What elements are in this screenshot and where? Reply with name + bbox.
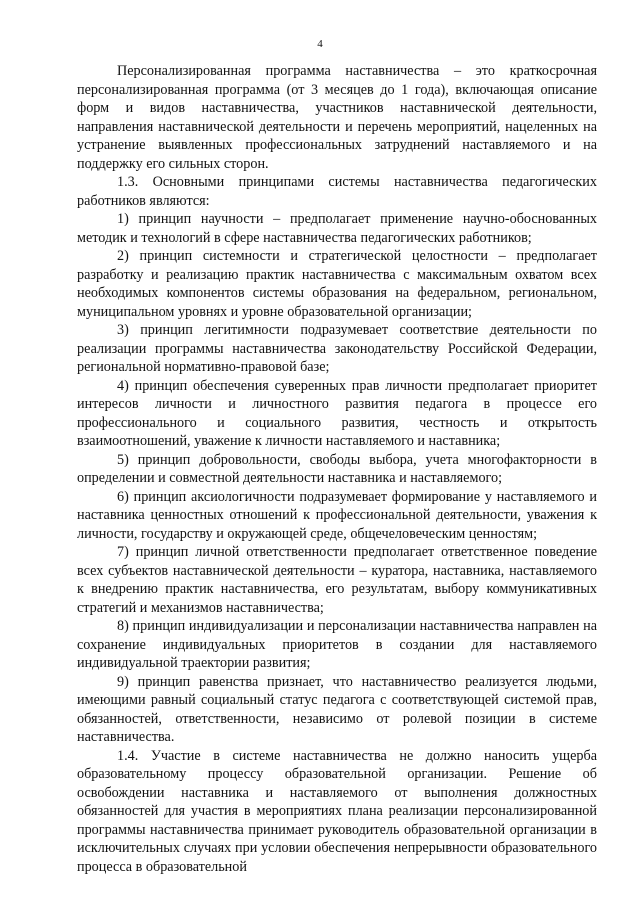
paragraph-principle-7: 7) принцип личной ответственности предполагает ответственное поведение всех субъектов наставнической деятельности – куратора, наставника, наставляемого к внедрению практик наставничества, его результатам, выбору коммуникативных стратегий и механизмов наставничества; (77, 544, 597, 616)
paragraph-principle-2: 2) принцип системности и стратегической целостности – предполагает разработку и реализацию практик наставничества с максимальным охватом всех необходимых компонентов системы образования на федеральном, региональном, муниципальном уровнях и уровне образовательной организации; (77, 248, 597, 320)
document-body (77, 62, 597, 876)
paragraph-principle-5: 5) принцип добровольности, свободы выбора, учета многофакторности в определении и совместной деятельности наставника и наставляемого; (77, 451, 597, 486)
paragraph-principle-3: 3) принцип легитимности подразумевает соответствие деятельности по реализации программы наставничества законодательству Российской Федерации, региональной нормативно-правовой базе; (77, 322, 597, 375)
paragraph-principle-9: 9) принцип равенства признает, что наставничество реализуется людьми, имеющими равный социальный статус педагога с соответствующей системой прав, обязанностей, ответственности, независимо от ролевой позиции в системе наставничества. (77, 673, 597, 745)
paragraph-section-1-4: 1.4. Участие в системе наставничества не должно наносить ущерба образовательному процессу образовательной организации. Решение об освобождении наставника и наставляемого от выполнения должностных обязанностей для участия в мероприятиях плана реализации персонализированной программы наставничества принимает руководитель образовательной организации в исключительных случаях при условии обеспечения непрерывности образовательного процесса в образовательной (77, 747, 597, 875)
paragraph-section-1-3: 1.3. Основными принципами системы наставничества педагогических работников являются: (77, 174, 597, 209)
paragraph-principle-8: 8) принцип индивидуализации и персонализации наставничества направлен на сохранение индивидуальных приоритетов в создании для наставляемого индивидуальной траектории развития; (77, 618, 597, 671)
paragraph-definition: Персонализированная программа наставничества – это краткосрочная персонализированная программа (от 3 месяцев до 1 года), включающая описание форм и видов наставничества, участников наставнической деятельности, направления наставнической деятельности и перечень мероприятий, нацеленных на устранение выявленных профессиональных затруднений наставляемого и на поддержку его сильных сторон. (77, 63, 597, 172)
paragraph-principle-4: 4) принцип обеспечения суверенных прав личности предполагает приоритет интересов личности и личностного развития педагога в процессе его профессионального и социального развития, честность и открытость взаимоотношений, уважение к личности наставляемого и наставника; (77, 377, 597, 449)
paragraph-principle-6: 6) принцип аксиологичности подразумевает формирование у наставляемого и наставника ценностных отношений к профессиональной деятельности, уважения к личности, государству и окружающей среде, общечеловеческим ценностям; (77, 488, 597, 542)
paragraph-principle-1: 1) принцип научности – предполагает применение научно-обоснованных методик и технологий в сфере наставничества педагогических работников; (77, 211, 597, 246)
page-number: 4 (317, 38, 323, 50)
